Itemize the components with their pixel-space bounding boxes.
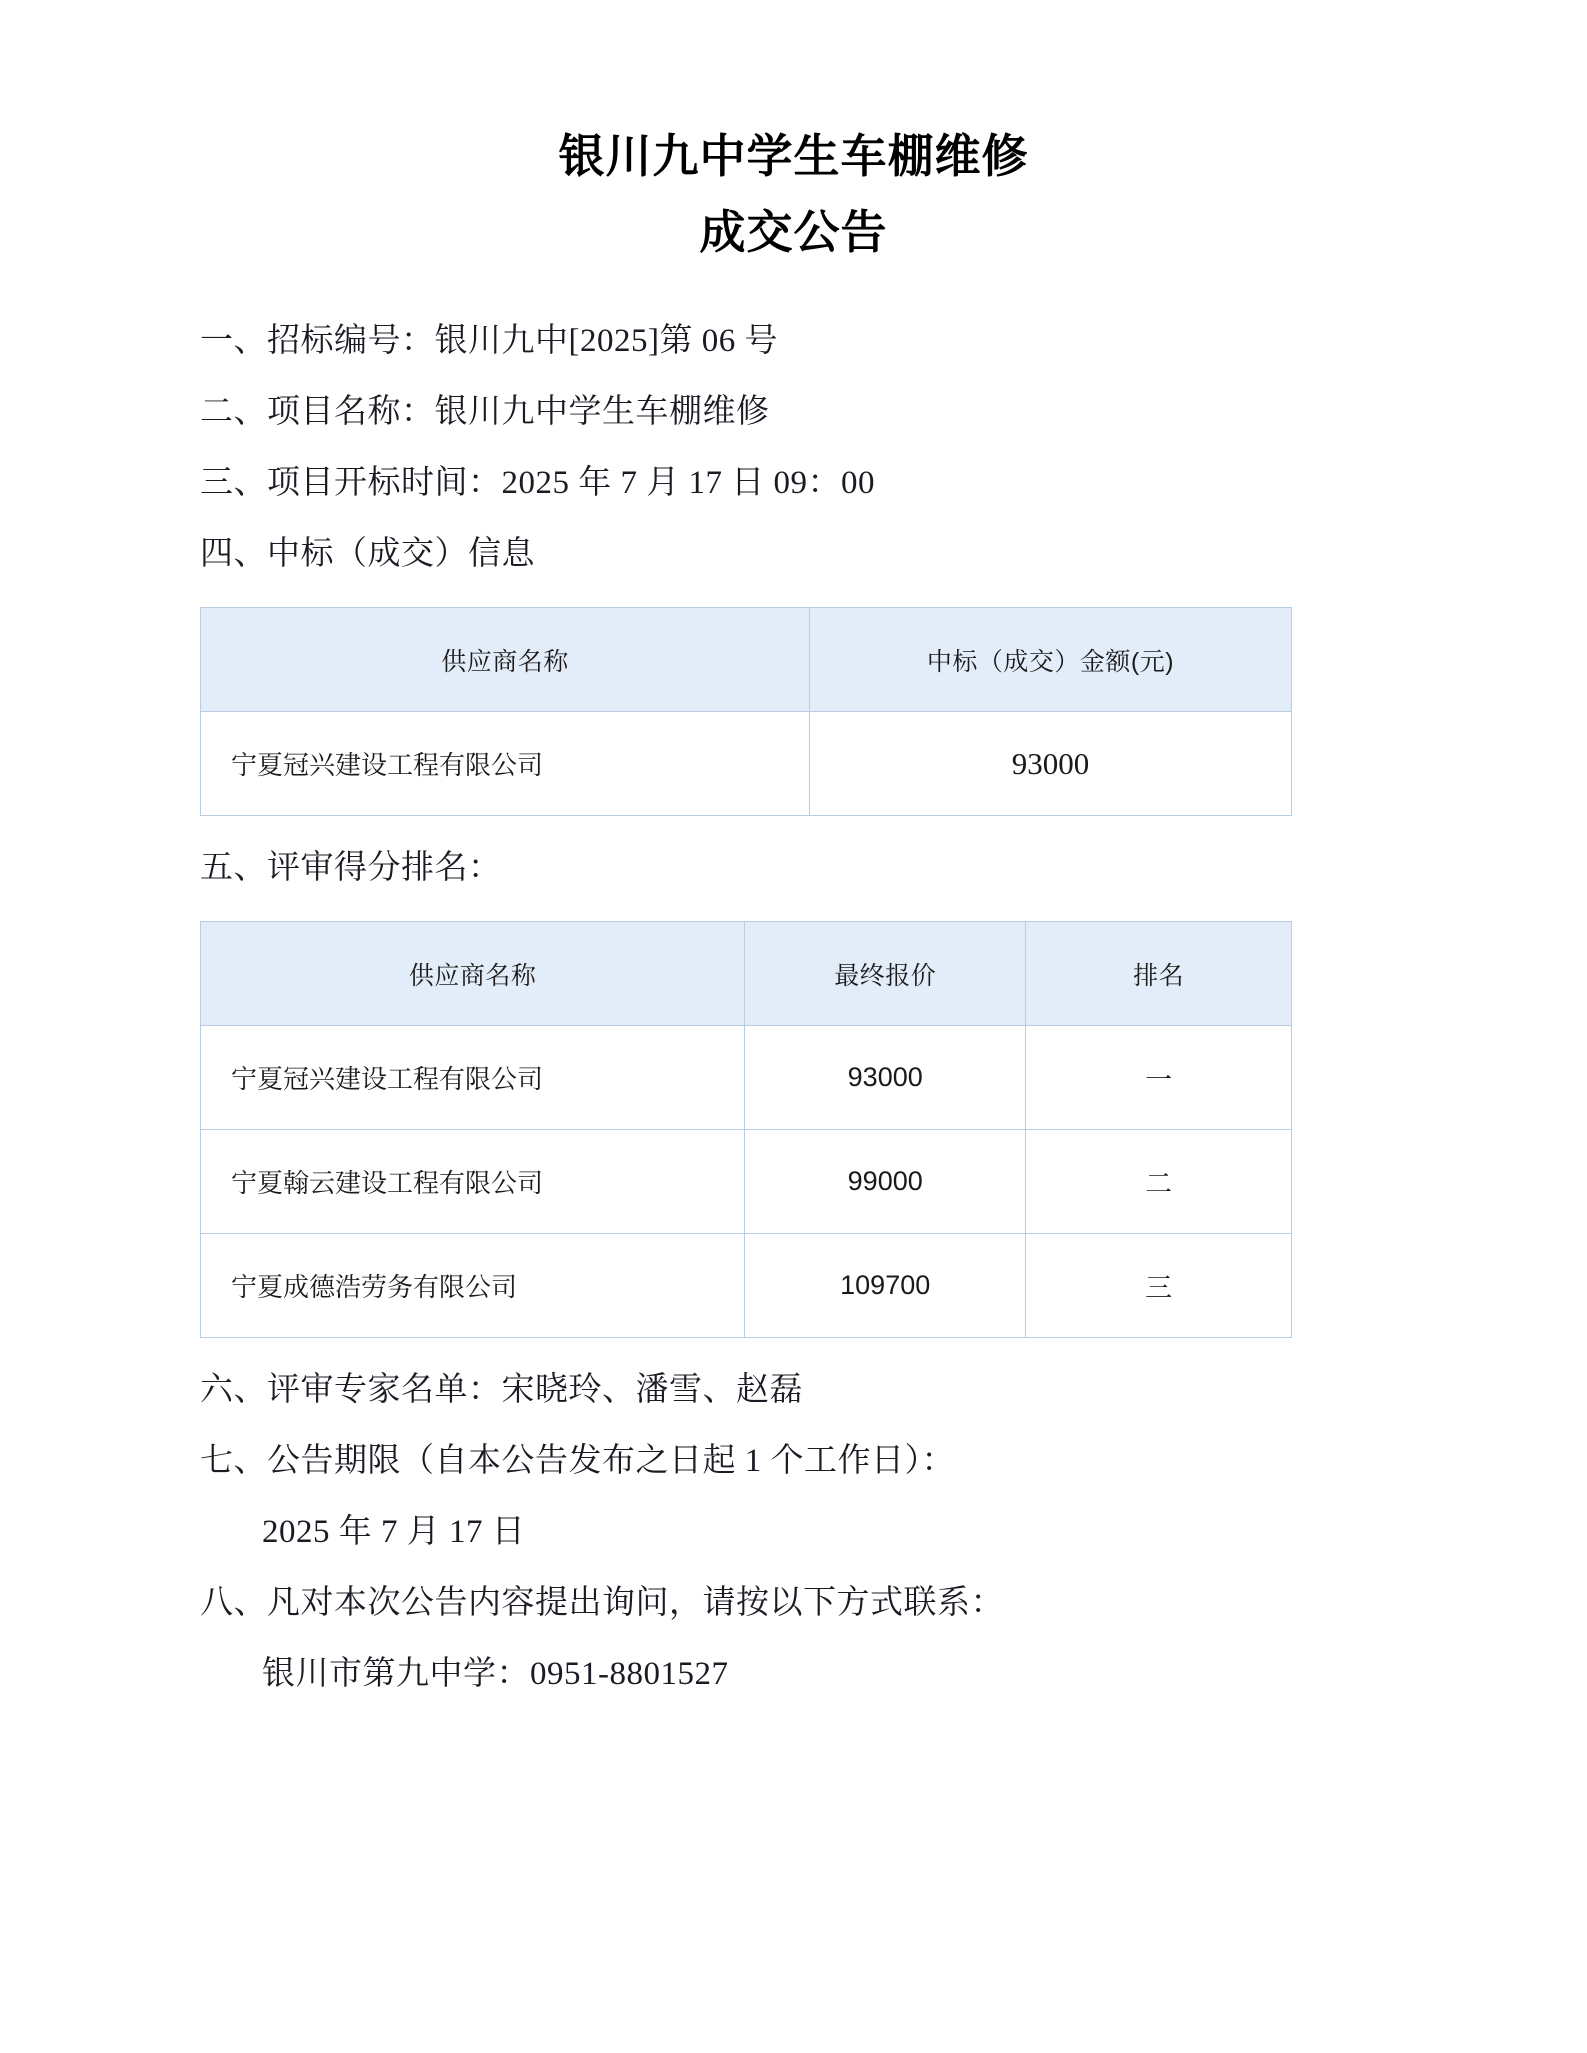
award-table — [200, 607, 1292, 816]
section-5-ranking-heading: 五、评审得分排名： — [200, 850, 502, 886]
ranking-supplier-name: 宁夏冠兴建设工程有限公司 — [201, 1026, 745, 1130]
section-3-bid-opening-time: 三、项目开标时间：2025 年 7 月 17 日 09：00 — [200, 465, 875, 501]
section-7-announcement-period: 七、公告期限（自本公告发布之日起 1 个工作日）： — [200, 1443, 955, 1479]
section-2-project-name: 二、项目名称：银川九中学生车棚维修 — [200, 394, 770, 430]
ranking-table-header-price: 最终报价 — [745, 922, 1026, 1026]
ranking-position: 二 — [1026, 1130, 1292, 1234]
ranking-position: 一 — [1026, 1026, 1292, 1130]
section-6-expert-list: 六、评审专家名单：宋晓玲、潘雪、赵磊 — [200, 1372, 803, 1408]
document-title-block — [200, 0, 1387, 270]
ranking-position: 三 — [1026, 1234, 1292, 1338]
table-row — [201, 1130, 1292, 1234]
table-row — [201, 712, 1292, 816]
section-8-contact-phone: 银川市第九中学：0951-8801527 — [262, 1656, 729, 1692]
section-7-date: 2025 年 7 月 17 日 — [262, 1514, 526, 1550]
award-table-header-supplier: 供应商名称 — [201, 608, 810, 712]
ranking-supplier-name: 宁夏翰云建设工程有限公司 — [201, 1130, 745, 1234]
ranking-table-header-supplier: 供应商名称 — [201, 922, 745, 1026]
ranking-table — [200, 921, 1292, 1338]
table-row — [201, 1234, 1292, 1338]
award-supplier-name: 宁夏冠兴建设工程有限公司 — [201, 712, 810, 816]
ranking-table-header-rank: 排名 — [1026, 922, 1292, 1026]
ranking-final-price: 93000 — [745, 1026, 1026, 1130]
document-title-line-2: 成交公告 — [699, 206, 888, 258]
award-table-wrapper — [200, 607, 1387, 816]
ranking-table-wrapper — [200, 921, 1387, 1338]
document-title-line-1: 银川九中学生车棚维修 — [558, 130, 1029, 182]
section-8-contact-heading: 八、凡对本次公告内容提出询问，请按以下方式联系： — [200, 1585, 1004, 1621]
award-table-header-amount: 中标（成交）金额(元) — [809, 608, 1291, 712]
section-1-tender-number: 一、招标编号：银川九中[2025]第 06 号 — [200, 323, 778, 359]
section-4-award-info-heading: 四、中标（成交）信息 — [200, 536, 535, 572]
ranking-table-header-row — [201, 922, 1292, 1026]
ranking-final-price: 109700 — [745, 1234, 1026, 1338]
ranking-final-price: 99000 — [745, 1130, 1026, 1234]
ranking-supplier-name: 宁夏成德浩劳务有限公司 — [201, 1234, 745, 1338]
award-amount: 93000 — [809, 712, 1291, 816]
award-table-header-row — [201, 608, 1292, 712]
table-row — [201, 1026, 1292, 1130]
